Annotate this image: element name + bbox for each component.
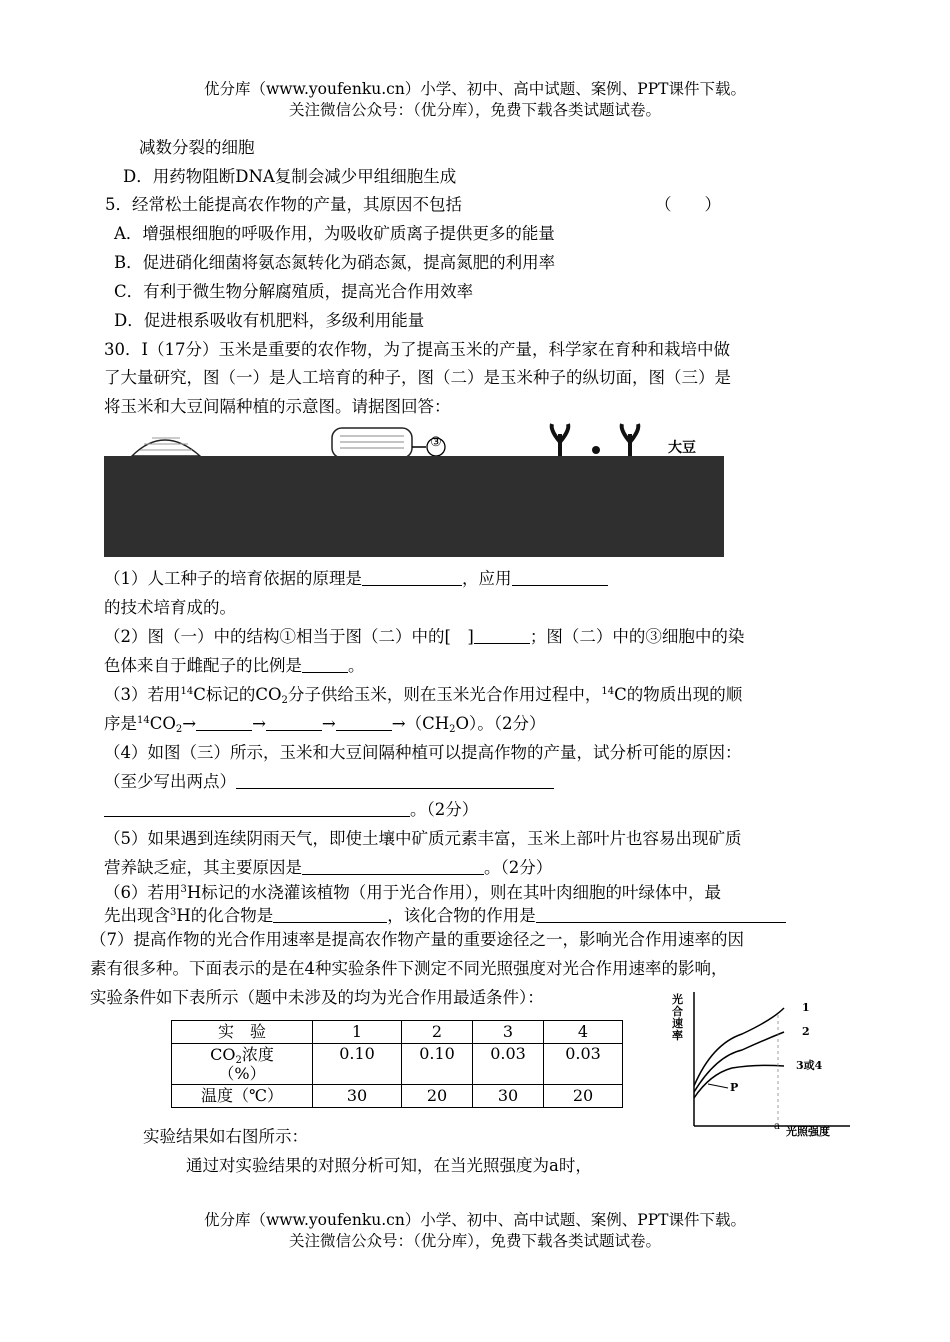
figure-label-3: ③ bbox=[430, 435, 442, 450]
q3-text: 序是 bbox=[104, 714, 137, 733]
row-label-temperature: 温度（℃） bbox=[172, 1085, 313, 1108]
question-7-line-1: （7）提高作物的光合作用速率是提高农作物产量的重要途径之一，影响光合作用速率的因 bbox=[90, 930, 744, 949]
option-d: D．促进根系吸收有机肥料，多级利用能量 bbox=[114, 311, 425, 330]
table-cell: 20 bbox=[402, 1085, 473, 1108]
subscript: 2 bbox=[281, 695, 288, 706]
question-4-cont-2 bbox=[104, 798, 478, 822]
row-label-text: 浓度 bbox=[241, 1045, 274, 1064]
question-30-line-3: 将玉米和大豆间隔种植的示意图。请据图回答： bbox=[104, 397, 451, 416]
footer-line-1: 优分库（www.youfenku.cn）小学、初中、高中试题、案例、PPT课件下载。 bbox=[203, 1211, 747, 1229]
question-3 bbox=[104, 683, 742, 707]
question-4-cont bbox=[104, 770, 554, 794]
blank-line bbox=[336, 712, 392, 731]
corn-plant-icon bbox=[552, 424, 569, 456]
blank-line bbox=[104, 798, 410, 817]
table-cell: 0.03 bbox=[544, 1044, 623, 1085]
corn-plant-icon bbox=[622, 424, 639, 456]
table-cell: 30 bbox=[473, 1085, 544, 1108]
table-row-co2 bbox=[172, 1044, 623, 1085]
question-30-line-1: 30．Ⅰ（17分）玉米是重要的农作物，为了提高玉米的产量，科学家在育种和栽培中做 bbox=[104, 340, 731, 359]
result-graph bbox=[672, 984, 862, 1144]
question-7-line-2: 素有很多种。下面表示的是在4种实验条件下测定不同光照强度对光合作用速率的影响， bbox=[90, 959, 728, 978]
q4-text: （至少写出两点） bbox=[104, 772, 236, 791]
row-label-co2 bbox=[172, 1044, 313, 1085]
arrow: → bbox=[182, 714, 197, 733]
answer-bracket: （ ） bbox=[655, 195, 721, 214]
q3-text: O）。（2分） bbox=[455, 714, 546, 733]
q3-text: （3）若用 bbox=[104, 685, 181, 704]
footer-line-2: 关注微信公众号：（优分库），免费下载各类试题试卷。 bbox=[288, 1232, 661, 1250]
q3-text: →（CH bbox=[391, 714, 450, 733]
q6-text: H标记的水浇灌该植物（用于光合作用），则在其叶肉细胞的叶绿体中，最 bbox=[186, 883, 722, 902]
question-5-sub: （5）如果遇到连续阴雨天气，即使土壤中矿质元素丰富，玉米上部叶片也容易出现矿质 bbox=[104, 829, 742, 848]
blank-line bbox=[196, 712, 252, 731]
arrow: → bbox=[321, 714, 336, 733]
q5-text: 。（2分） bbox=[484, 858, 553, 877]
q6-text: （6）若用 bbox=[104, 883, 181, 902]
question-3-cont bbox=[104, 712, 546, 736]
q2-text-c: 色体来自于雌配子的比例是 bbox=[104, 656, 302, 675]
q6-text: H的化合物是 bbox=[176, 906, 274, 925]
question-1-cont: 的技术培育成的。 bbox=[104, 598, 236, 617]
blank-line bbox=[536, 904, 786, 923]
table-header-cell: 实 验 bbox=[172, 1021, 313, 1044]
p-pointer bbox=[708, 1084, 728, 1088]
question-7-line-3: 实验条件如下表所示（题中未涉及的均为光合作用最适条件）： bbox=[90, 988, 544, 1007]
blank-line bbox=[302, 856, 484, 875]
question-2-cont bbox=[104, 654, 365, 678]
figure-label-soybean: 大豆 bbox=[668, 440, 696, 456]
superscript: 3 bbox=[170, 907, 177, 918]
table-header-cell: 2 bbox=[402, 1021, 473, 1044]
subscript: 2 bbox=[175, 724, 183, 735]
blank-line bbox=[474, 625, 530, 644]
q1-text-a: （1）人工种子的培育依据的原理是 bbox=[104, 569, 362, 588]
question-2 bbox=[104, 625, 744, 649]
superscript: 14 bbox=[601, 686, 615, 697]
blank-line bbox=[273, 904, 387, 923]
subscript: 2 bbox=[449, 724, 456, 735]
question-5-sub-cont bbox=[104, 856, 552, 880]
text-line: 减数分裂的细胞 bbox=[139, 138, 255, 157]
row-label-text: （%） bbox=[218, 1064, 266, 1083]
q2-text-b: ；图（二）中的③细胞中的染 bbox=[529, 627, 745, 646]
q5-text: 营养缺乏症，其主要原因是 bbox=[104, 858, 302, 877]
option-d: D．用药物阻断DNA复制会减少甲组细胞生成 bbox=[123, 167, 457, 186]
blank-line bbox=[362, 567, 462, 586]
question-6 bbox=[104, 881, 721, 905]
point-label-p: P bbox=[730, 1081, 739, 1094]
q2-text-d: 。 bbox=[348, 656, 365, 675]
curve-label-1: 1 bbox=[802, 1001, 810, 1014]
curve-label-2: 2 bbox=[802, 1025, 810, 1038]
option-a: A．增强根细胞的呼吸作用，为吸收矿质离子提供更多的能量 bbox=[114, 224, 555, 243]
curve-label-3-or-4: 3或4 bbox=[796, 1059, 823, 1072]
header-line-2: 关注微信公众号：（优分库），免费下载各类试题试卷。 bbox=[288, 101, 661, 119]
table-header-cell: 3 bbox=[473, 1021, 544, 1044]
page-footer bbox=[0, 1210, 950, 1252]
obscured-figure-region bbox=[104, 456, 724, 557]
table-header-row bbox=[172, 1021, 623, 1044]
question-1 bbox=[104, 567, 608, 591]
result-analysis: 通过对实验结果的对照分析可知，在当光照强度为a时， bbox=[186, 1156, 592, 1175]
q2-text-a: （2）图（一）中的结构①相当于图（二）中的[ ] bbox=[104, 627, 474, 646]
table-cell: 0.10 bbox=[313, 1044, 402, 1085]
question-6-cont bbox=[104, 904, 786, 928]
curve-3-or-4 bbox=[694, 1065, 784, 1098]
corn-seed-section bbox=[332, 428, 412, 458]
q3-text: 分子供给玉米，则在玉米光合作用过程中， bbox=[287, 685, 602, 704]
row-label-text: CO bbox=[210, 1045, 236, 1064]
blank-line bbox=[236, 770, 554, 789]
soybean-plant-icon bbox=[592, 446, 600, 454]
q6-text: 先出现含 bbox=[104, 906, 170, 925]
q4-text: 。（2分） bbox=[410, 800, 479, 819]
result-intro: 实验结果如右图所示： bbox=[143, 1127, 308, 1146]
table-cell: 30 bbox=[313, 1085, 402, 1108]
question-4: （4）如图（三）所示，玉米和大豆间隔种植可以提高作物的产量，试分析可能的原因： bbox=[104, 743, 742, 762]
table-cell: 20 bbox=[544, 1085, 623, 1108]
blank-line bbox=[512, 567, 608, 586]
artificial-seed-shape bbox=[132, 440, 200, 456]
graph-svg bbox=[672, 984, 862, 1144]
q6-text: ，该化合物的作用是 bbox=[387, 906, 536, 925]
blank-line bbox=[302, 654, 348, 673]
q3-text: C标记的CO bbox=[193, 685, 282, 704]
graph-x-tick-a: a bbox=[774, 1121, 780, 1132]
blank-line bbox=[266, 712, 322, 731]
table-cell: 0.10 bbox=[402, 1044, 473, 1085]
superscript: 3 bbox=[180, 884, 187, 895]
header-line-1: 优分库（www.youfenku.cn）小学、初中、高中试题、案例、PPT课件下载。 bbox=[203, 80, 747, 98]
experiment-table bbox=[171, 1020, 623, 1108]
q3-text: C的物质出现的顺 bbox=[614, 685, 743, 704]
figure-seeds-and-planting bbox=[104, 420, 724, 557]
option-c: C．有利于微生物分解腐殖质，提高光合作用效率 bbox=[114, 282, 474, 301]
question-30-line-2: 了大量研究，图（一）是人工培育的种子，图（二）是玉米种子的纵切面，图（三）是 bbox=[104, 368, 731, 387]
q3-text: CO bbox=[149, 714, 176, 733]
graph-ylabel: 光合速率 bbox=[672, 993, 683, 1042]
table-cell: 0.03 bbox=[473, 1044, 544, 1085]
graph-xlabel: 光照强度 bbox=[786, 1125, 830, 1138]
table-header-cell: 1 bbox=[313, 1021, 402, 1044]
superscript: 14 bbox=[137, 715, 150, 726]
arrow: → bbox=[252, 714, 266, 733]
page-header bbox=[0, 79, 950, 121]
table-row-temperature bbox=[172, 1085, 623, 1108]
q1-text-b: ，应用 bbox=[462, 569, 512, 588]
question-5: 5．经常松土能提高农作物的产量，其原因不包括 bbox=[105, 195, 462, 214]
table-header-cell: 4 bbox=[544, 1021, 623, 1044]
subscript: 2 bbox=[235, 1055, 242, 1066]
superscript: 14 bbox=[180, 686, 194, 697]
option-b: B．促进硝化细菌将氨态氮转化为硝态氮，提高氮肥的利用率 bbox=[114, 253, 556, 272]
